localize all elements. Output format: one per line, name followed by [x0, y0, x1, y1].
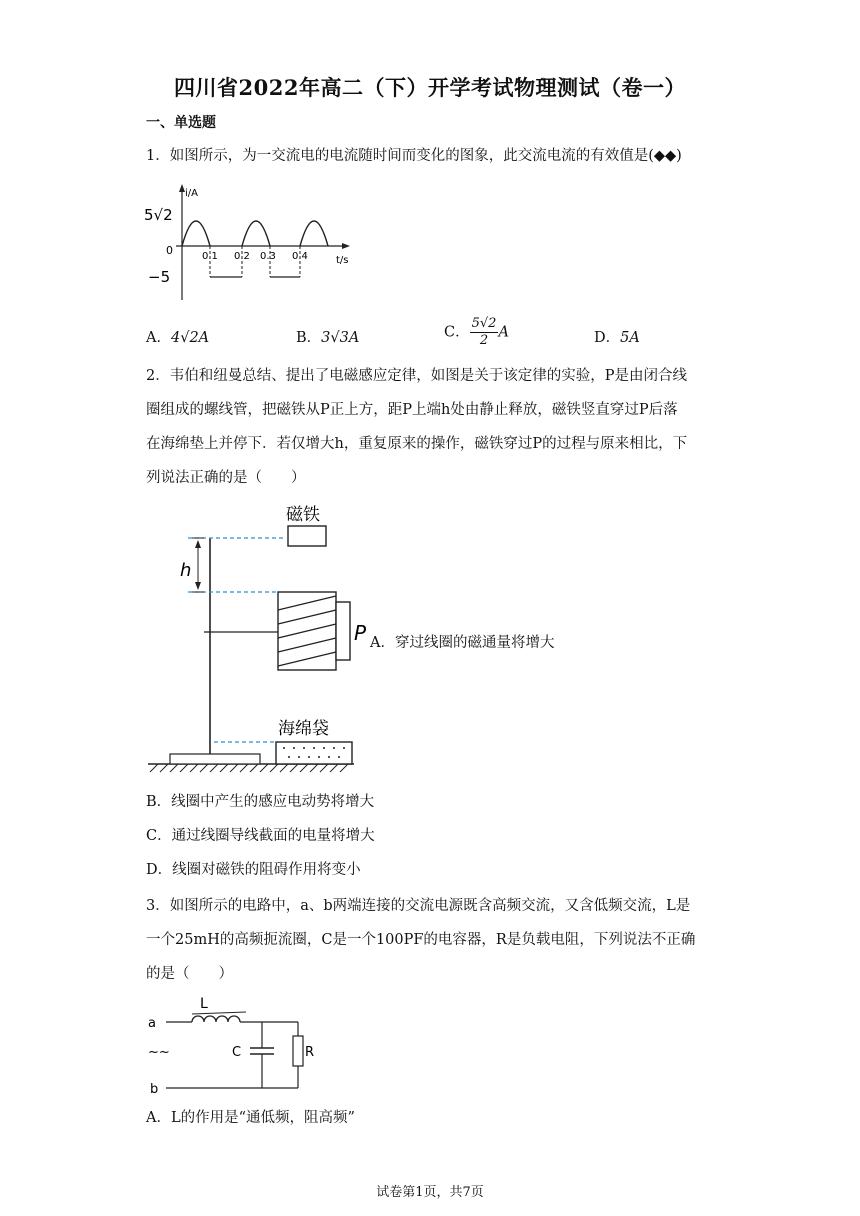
- q2-p-label: P: [354, 621, 367, 645]
- q1-option-a[interactable]: A．4√2A: [146, 330, 210, 346]
- q1-y-neg-label: −5: [148, 268, 171, 286]
- q1-x-tick: 0.2: [234, 251, 250, 262]
- q3-circuit-diagram: [142, 990, 332, 1100]
- q2-experiment-figure: [144, 498, 367, 778]
- q2-option-c[interactable]: C．通过线圈导线截面的电量将增大: [146, 828, 375, 844]
- section-heading: 一、单选题: [146, 115, 216, 131]
- q2-magnet-label: 磁铁: [286, 505, 320, 525]
- q1-origin-label: 0: [166, 244, 173, 257]
- page-title: 四川省2022年高二（下）开学考试物理测试（卷一）: [174, 75, 686, 100]
- q3-l-label: L: [200, 996, 208, 1012]
- q2-sponge-bag: [276, 742, 352, 764]
- q2-option-a[interactable]: A．穿过线圈的磁通量将增大: [370, 635, 555, 651]
- q3-ac-source-label: ~~: [148, 1045, 170, 1060]
- q1-y-axis-label: i/A: [185, 188, 198, 199]
- q2-stem-line: 2．韦伯和纽曼总结、提出了电磁感应定律，如图是关于该定律的实验，P是由闭合线: [146, 368, 687, 384]
- q3-inductor: [192, 1016, 240, 1022]
- q1-x-axis-label: t/s: [336, 255, 349, 266]
- q1-option-d[interactable]: D．5A: [594, 330, 640, 346]
- q2-option-b[interactable]: B．线圈中产生的感应电动势将增大: [146, 794, 375, 810]
- q1-option-c[interactable]: C． $\frac{5√2}{2}$ A: [444, 316, 509, 348]
- q3-resistor: [293, 1036, 303, 1066]
- q2-magnet: [288, 526, 326, 546]
- q2-stem-line: 在海绵垫上并停下．若仅增大h，重复原来的操作，磁铁穿过P的过程与原来相比，下: [146, 436, 688, 452]
- q2-stem-line: 列说法正确的是（ ）: [146, 470, 306, 486]
- q3-option-a[interactable]: A．L的作用是“通低频，阻高频”: [146, 1110, 355, 1126]
- q1-stem: 1．如图所示，为一交流电的电流随时间而变化的图象，此交流电流的有效值是(◆◆): [146, 148, 682, 164]
- q1-x-tick: 0.3: [260, 251, 276, 262]
- q1-x-tick: 0.4: [292, 251, 308, 262]
- q1-x-tick: 0.1: [202, 251, 218, 262]
- q3-stem-line: 一个25mH的高频扼流圈，C是一个100PF的电容器，R是负载电阻，下列说法不正确: [146, 932, 696, 948]
- q3-stem-line: 的是（ ）: [146, 966, 233, 982]
- q2-option-d[interactable]: D．线圈对磁铁的阻碍作用将变小: [146, 862, 361, 878]
- q1-option-b[interactable]: B．3√3A: [296, 330, 360, 346]
- q1-y-top-label: 5√2: [144, 206, 173, 224]
- q3-c-label: C: [232, 1045, 242, 1060]
- page-footer: 试卷第1页，共7页: [376, 1185, 484, 1200]
- q1-option-c-fraction: $\frac{5√2}{2}$: [471, 316, 497, 348]
- q3-a-label: a: [148, 1016, 156, 1031]
- q2-stem-line: 圈组成的螺线管，把磁铁从P正上方，距P上端h处由静止释放，磁铁竖直穿过P后落: [146, 402, 678, 418]
- q2-sponge-label: 海绵袋: [278, 719, 329, 739]
- q3-b-label: b: [150, 1082, 159, 1097]
- q3-r-label: R: [305, 1045, 315, 1060]
- q2-h-label: h: [180, 560, 192, 581]
- q3-stem-line: 3．如图所示的电路中，a、b两端连接的交流电源既含高频交流，又含低频交流，L是: [146, 898, 691, 914]
- q1-current-graph: [140, 182, 360, 306]
